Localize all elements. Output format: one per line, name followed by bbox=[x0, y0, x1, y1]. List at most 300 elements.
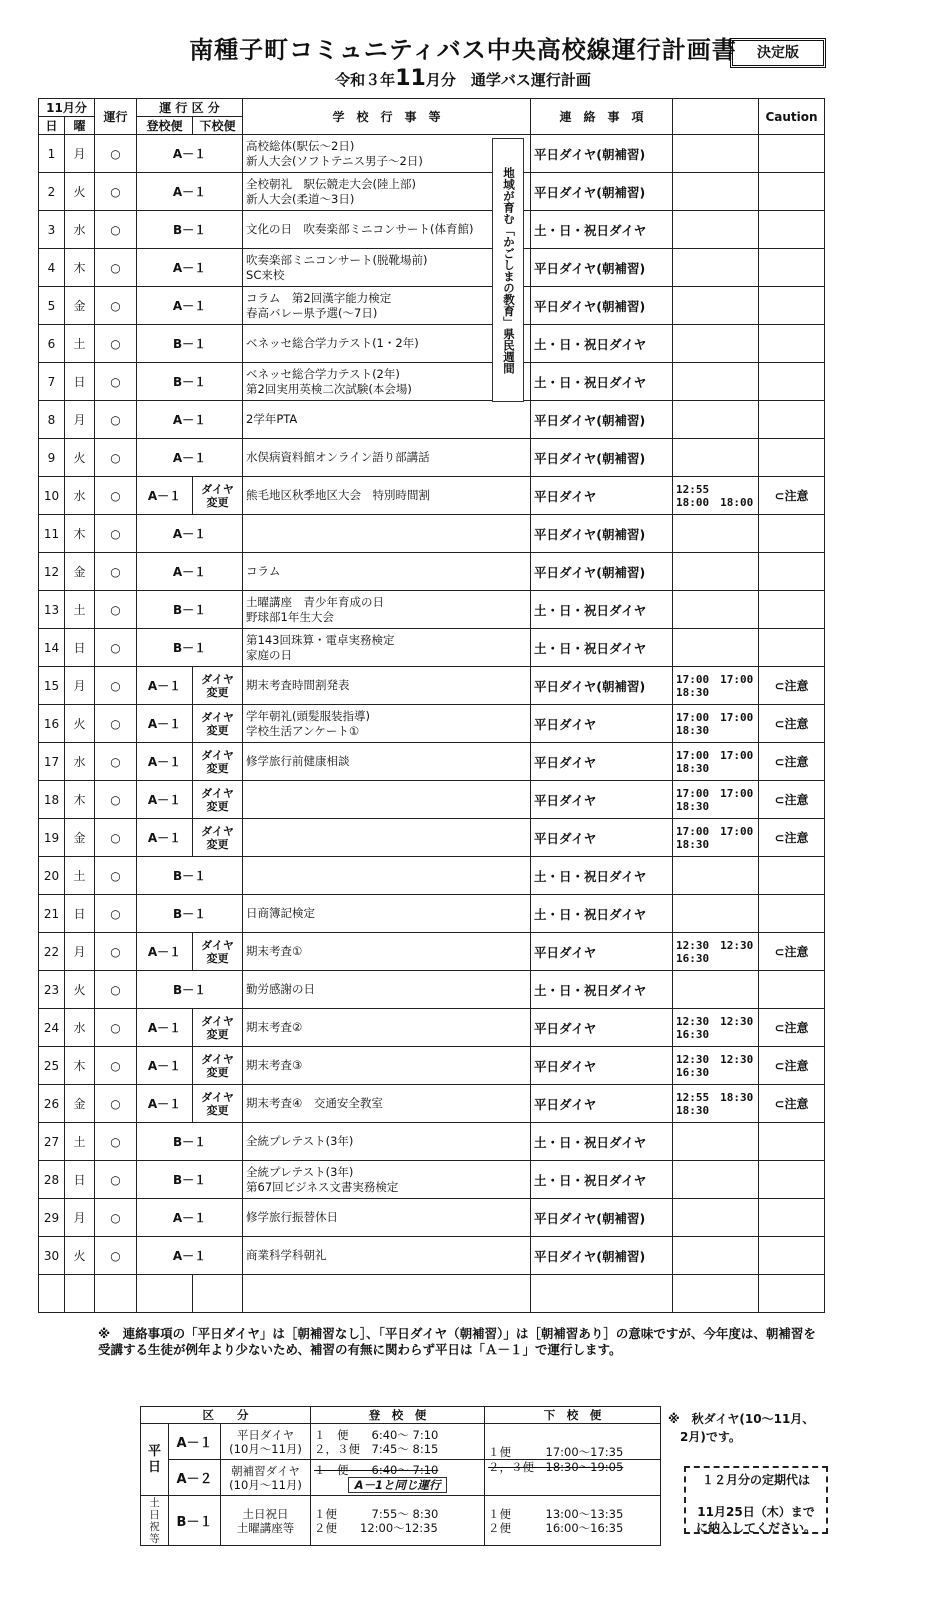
time-cell: 17:00 17:00 18:30 bbox=[673, 705, 759, 743]
contact-header: 連 絡 事 項 bbox=[531, 99, 673, 135]
time-header bbox=[673, 99, 759, 135]
day-cell: 10 bbox=[39, 477, 65, 515]
operation-cell: ○ bbox=[95, 287, 137, 325]
contact-cell: 平日ダイヤ(朝補習) bbox=[531, 667, 673, 705]
weekday-cell: 月 bbox=[65, 667, 95, 705]
event-cell: 期末考査時間割発表 bbox=[243, 667, 531, 705]
up-section-cell: A－１ bbox=[137, 743, 193, 781]
time-cell bbox=[673, 629, 759, 667]
table-row bbox=[39, 667, 825, 705]
legend-a1-up-2: ２，３便 7:45～ 8:15 bbox=[314, 1441, 439, 1456]
up-section-cell: A－１ bbox=[137, 667, 193, 705]
timetable-change-cell: ダイヤ 変更 bbox=[193, 667, 243, 705]
table-row bbox=[39, 781, 825, 819]
day-cell: 20 bbox=[39, 857, 65, 895]
blank-cell bbox=[759, 1275, 825, 1313]
time-cell: 12:55 18:00 18:00 bbox=[673, 477, 759, 515]
blank-cell bbox=[95, 1275, 137, 1313]
caution-cell bbox=[759, 211, 825, 249]
time-cell bbox=[673, 1199, 759, 1237]
contact-cell: 土・日・祝日ダイヤ bbox=[531, 591, 673, 629]
subtitle-prefix: 令和３年 bbox=[335, 71, 396, 89]
caution-cell bbox=[759, 135, 825, 173]
day-cell: 6 bbox=[39, 325, 65, 363]
caution-cell bbox=[759, 591, 825, 629]
event-cell: 期末考査③ bbox=[243, 1047, 531, 1085]
section-cell: A－１ bbox=[137, 287, 243, 325]
timetable-change-cell: ダイヤ 変更 bbox=[193, 477, 243, 515]
time-cell bbox=[673, 515, 759, 553]
day-cell: 11 bbox=[39, 515, 65, 553]
blank-cell bbox=[673, 1275, 759, 1313]
event-cell: 土曜講座 青少年育成の日 野球部1年生大会 bbox=[243, 591, 531, 629]
contact-cell: 土・日・祝日ダイヤ bbox=[531, 857, 673, 895]
caution-cell: ⊂注意 bbox=[759, 1085, 825, 1123]
time-cell bbox=[673, 401, 759, 439]
weekday-cell: 金 bbox=[65, 553, 95, 591]
caution-cell bbox=[759, 1123, 825, 1161]
event-cell bbox=[243, 819, 531, 857]
day-cell: 17 bbox=[39, 743, 65, 781]
day-cell: 2 bbox=[39, 173, 65, 211]
contact-cell: 平日ダイヤ(朝補習) bbox=[531, 553, 673, 591]
table-row bbox=[39, 857, 825, 895]
caution-cell bbox=[759, 1161, 825, 1199]
contact-cell: 平日ダイヤ(朝補習) bbox=[531, 287, 673, 325]
autumn-timetable-note: ※ 秋ダイヤ(10～11月、 2月)です。 bbox=[668, 1412, 815, 1444]
caution-cell bbox=[759, 1237, 825, 1275]
day-cell: 29 bbox=[39, 1199, 65, 1237]
day-cell: 8 bbox=[39, 401, 65, 439]
day-cell: 9 bbox=[39, 439, 65, 477]
blank-cell bbox=[243, 1275, 531, 1313]
operation-cell: ○ bbox=[95, 363, 137, 401]
legend-a1: A－１ bbox=[169, 1424, 221, 1460]
caution-cell bbox=[759, 895, 825, 933]
contact-cell: 平日ダイヤ bbox=[531, 819, 673, 857]
up-section-cell: A－１ bbox=[137, 781, 193, 819]
event-cell: 学年朝礼(頭髪服装指導) 学校生活アンケート① bbox=[243, 705, 531, 743]
day-header: 日 bbox=[39, 117, 65, 135]
weekday-cell: 火 bbox=[65, 971, 95, 1009]
timetable-change-cell: ダイヤ 変更 bbox=[193, 1009, 243, 1047]
legend-b1-up-2: ２便 12:00～12:35 bbox=[314, 1520, 438, 1535]
time-cell: 12:55 18:30 18:30 bbox=[673, 1085, 759, 1123]
contact-cell: 土・日・祝日ダイヤ bbox=[531, 895, 673, 933]
section-cell: B－１ bbox=[137, 895, 243, 933]
operation-cell: ○ bbox=[95, 553, 137, 591]
legend-a2-up bbox=[311, 1460, 485, 1496]
weekday-cell: 火 bbox=[65, 173, 95, 211]
commuter-pass-notice: １２月分の定期代は 11月25日（木）まで に納入してください。 bbox=[684, 1466, 828, 1534]
operation-cell: ○ bbox=[95, 135, 137, 173]
caution-cell: ⊂注意 bbox=[759, 667, 825, 705]
table-row bbox=[39, 553, 825, 591]
time-cell bbox=[673, 1237, 759, 1275]
time-cell bbox=[673, 325, 759, 363]
table-row bbox=[39, 477, 825, 515]
event-cell bbox=[243, 515, 531, 553]
weekday-cell: 月 bbox=[65, 135, 95, 173]
contact-cell: 平日ダイヤ(朝補習) bbox=[531, 135, 673, 173]
event-cell: 水俣病資料館オンライン語り部講話 bbox=[243, 439, 531, 477]
legend-a1-up bbox=[311, 1424, 485, 1460]
time-cell bbox=[673, 439, 759, 477]
table-row bbox=[39, 287, 825, 325]
contact-cell: 土・日・祝日ダイヤ bbox=[531, 629, 673, 667]
timetable-change-cell: ダイヤ 変更 bbox=[193, 819, 243, 857]
operation-header: 運行 bbox=[95, 99, 137, 135]
operation-cell: ○ bbox=[95, 933, 137, 971]
contact-cell: 平日ダイヤ bbox=[531, 933, 673, 971]
weekday-cell: 日 bbox=[65, 363, 95, 401]
caution-cell bbox=[759, 857, 825, 895]
table-row bbox=[39, 895, 825, 933]
operation-cell: ○ bbox=[95, 1085, 137, 1123]
operation-cell: ○ bbox=[95, 401, 137, 439]
time-cell bbox=[673, 1123, 759, 1161]
weekday-cell: 月 bbox=[65, 401, 95, 439]
contact-cell: 平日ダイヤ bbox=[531, 1009, 673, 1047]
event-cell: ベネッセ総合学力テスト(1・2年) bbox=[243, 325, 531, 363]
legend-a2-desc: 朝補習ダイヤ (10月～11月) bbox=[221, 1460, 311, 1496]
section-cell: B－１ bbox=[137, 1161, 243, 1199]
subtitle-suffix: 月分 通学バス運行計画 bbox=[425, 71, 591, 89]
event-cell: 全校朝礼 駅伝競走大会(陸上部) 新人大会(柔道～3日) bbox=[243, 173, 531, 211]
day-cell: 7 bbox=[39, 363, 65, 401]
weekday-cell: 土 bbox=[65, 591, 95, 629]
weekday-cell: 日 bbox=[65, 629, 95, 667]
operation-cell: ○ bbox=[95, 249, 137, 287]
up-section-cell: A－１ bbox=[137, 477, 193, 515]
table-row bbox=[39, 971, 825, 1009]
weekday-cell: 水 bbox=[65, 211, 95, 249]
day-cell: 15 bbox=[39, 667, 65, 705]
table-row bbox=[39, 819, 825, 857]
day-cell: 14 bbox=[39, 629, 65, 667]
section-cell: A－１ bbox=[137, 515, 243, 553]
operation-cell: ○ bbox=[95, 1123, 137, 1161]
weekday-cell: 土 bbox=[65, 857, 95, 895]
caution-cell: ⊂注意 bbox=[759, 1009, 825, 1047]
legend-b1-down-1: １便 13:00～13:35 bbox=[488, 1506, 624, 1521]
table-row bbox=[39, 1199, 825, 1237]
legend-b1-down bbox=[485, 1496, 661, 1546]
time-cell bbox=[673, 249, 759, 287]
section-cell: B－１ bbox=[137, 857, 243, 895]
event-cell: 期末考査② bbox=[243, 1009, 531, 1047]
weekday-cell: 月 bbox=[65, 933, 95, 971]
day-cell: 19 bbox=[39, 819, 65, 857]
time-cell: 17:00 17:00 18:30 bbox=[673, 781, 759, 819]
weekday-cell: 水 bbox=[65, 477, 95, 515]
legend-holiday-label: 土 日 祝 等 bbox=[141, 1496, 169, 1546]
contact-cell: 平日ダイヤ bbox=[531, 705, 673, 743]
weekday-cell: 土 bbox=[65, 1123, 95, 1161]
time-cell bbox=[673, 363, 759, 401]
up-section-cell: A－１ bbox=[137, 819, 193, 857]
time-cell bbox=[673, 553, 759, 591]
weekday-cell: 金 bbox=[65, 1085, 95, 1123]
contact-cell: 平日ダイヤ(朝補習) bbox=[531, 1237, 673, 1275]
caution-cell: ⊂注意 bbox=[759, 933, 825, 971]
table-row bbox=[39, 1123, 825, 1161]
section-cell: B－１ bbox=[137, 1123, 243, 1161]
day-cell: 30 bbox=[39, 1237, 65, 1275]
blank-cell bbox=[39, 1275, 65, 1313]
timetable-change-cell: ダイヤ 変更 bbox=[193, 743, 243, 781]
table-row bbox=[39, 211, 825, 249]
operation-cell: ○ bbox=[95, 591, 137, 629]
section-cell: B－１ bbox=[137, 325, 243, 363]
legend-a2: A－２ bbox=[169, 1460, 221, 1496]
section-cell: A－１ bbox=[137, 553, 243, 591]
up-section-cell: A－１ bbox=[137, 1085, 193, 1123]
event-cell bbox=[243, 857, 531, 895]
up-section-cell: A－１ bbox=[137, 705, 193, 743]
legend-down-header: 下 校 便 bbox=[485, 1407, 661, 1424]
schedule-rows bbox=[39, 135, 825, 1313]
legend-up-header: 登 校 便 bbox=[311, 1407, 485, 1424]
weekday-cell: 金 bbox=[65, 819, 95, 857]
blank-cell bbox=[137, 1275, 193, 1313]
section-cell: B－１ bbox=[137, 629, 243, 667]
contact-cell: 平日ダイヤ(朝補習) bbox=[531, 249, 673, 287]
subtitle-month: 11 bbox=[395, 66, 426, 91]
event-cell: 勤労感謝の日 bbox=[243, 971, 531, 1009]
event-cell: 全統プレテスト(3年) bbox=[243, 1123, 531, 1161]
caution-cell bbox=[759, 439, 825, 477]
section-cell: A－１ bbox=[137, 1199, 243, 1237]
day-cell: 1 bbox=[39, 135, 65, 173]
operation-cell: ○ bbox=[95, 971, 137, 1009]
blank-cell bbox=[531, 1275, 673, 1313]
operation-cell: ○ bbox=[95, 743, 137, 781]
table-row bbox=[39, 401, 825, 439]
section-cell: A－１ bbox=[137, 401, 243, 439]
weekday-cell: 土 bbox=[65, 325, 95, 363]
time-cell bbox=[673, 1161, 759, 1199]
time-cell bbox=[673, 895, 759, 933]
weekday-cell: 木 bbox=[65, 515, 95, 553]
operation-cell: ○ bbox=[95, 857, 137, 895]
weekday-cell: 水 bbox=[65, 1009, 95, 1047]
day-cell: 3 bbox=[39, 211, 65, 249]
contact-cell: 土・日・祝日ダイヤ bbox=[531, 1123, 673, 1161]
event-cell: コラム 第2回漢字能力検定 春高バレー県予選(～7日) bbox=[243, 287, 531, 325]
day-cell: 13 bbox=[39, 591, 65, 629]
legend-b1-desc: 土日祝日 土曜講座等 bbox=[221, 1496, 311, 1546]
event-cell: 修学旅行振替休日 bbox=[243, 1199, 531, 1237]
operation-cell: ○ bbox=[95, 515, 137, 553]
footnote: ※ 連絡事項の「平日ダイヤ」は［朝補習なし］、「平日ダイヤ（朝補習）」は［朝補習あり］の意味ですが、今年度は、朝補習を受講する生徒が例年より少ないため、補習の有無に関わらず平日は「Ａ－１」で運行します。 bbox=[98, 1326, 816, 1357]
table-row bbox=[39, 515, 825, 553]
operation-cell: ○ bbox=[95, 1199, 137, 1237]
event-cell: 高校総体(駅伝～2日) 新人大会(ソフトテニス男子～2日) bbox=[243, 135, 531, 173]
table-row bbox=[39, 363, 825, 401]
section-cell: A－１ bbox=[137, 1237, 243, 1275]
time-cell bbox=[673, 857, 759, 895]
timetable-change-cell: ダイヤ 変更 bbox=[193, 1047, 243, 1085]
contact-cell: 平日ダイヤ bbox=[531, 743, 673, 781]
event-cell: 期末考査④ 交通安全教室 bbox=[243, 1085, 531, 1123]
day-cell: 18 bbox=[39, 781, 65, 819]
time-cell bbox=[673, 591, 759, 629]
caution-header: Caution bbox=[759, 99, 825, 135]
time-cell bbox=[673, 971, 759, 1009]
day-cell: 23 bbox=[39, 971, 65, 1009]
table-row bbox=[39, 933, 825, 971]
operation-cell: ○ bbox=[95, 325, 137, 363]
legend-weekday-label: 平 日 bbox=[141, 1424, 169, 1496]
weekday-cell: 木 bbox=[65, 1047, 95, 1085]
day-cell: 27 bbox=[39, 1123, 65, 1161]
contact-cell: 土・日・祝日ダイヤ bbox=[531, 363, 673, 401]
weekday-cell: 木 bbox=[65, 781, 95, 819]
caution-cell bbox=[759, 325, 825, 363]
legend-b1-up bbox=[311, 1496, 485, 1546]
weekday-cell: 日 bbox=[65, 1161, 95, 1199]
section-cell: B－１ bbox=[137, 211, 243, 249]
contact-cell: 土・日・祝日ダイヤ bbox=[531, 325, 673, 363]
time-cell: 17:00 17:00 18:30 bbox=[673, 819, 759, 857]
event-cell: 吹奏楽部ミニコンサート(脱靴場前) SC来校 bbox=[243, 249, 531, 287]
event-cell: 文化の日 吹奏楽部ミニコンサート(体育館) bbox=[243, 211, 531, 249]
blank-cell bbox=[193, 1275, 243, 1313]
operation-cell: ○ bbox=[95, 1009, 137, 1047]
table-row bbox=[39, 1009, 825, 1047]
month-header: 11月分 bbox=[39, 99, 95, 117]
caution-cell: ⊂注意 bbox=[759, 743, 825, 781]
caution-cell bbox=[759, 401, 825, 439]
event-cell: 熊毛地区秋季地区大会 特別時間割 bbox=[243, 477, 531, 515]
down-header: 下校便 bbox=[193, 117, 243, 135]
table-row bbox=[39, 629, 825, 667]
time-cell bbox=[673, 211, 759, 249]
legend-a1-down: １便 17:00～17:35 bbox=[485, 1424, 661, 1460]
time-cell: 12:30 12:30 16:30 bbox=[673, 933, 759, 971]
day-cell: 12 bbox=[39, 553, 65, 591]
time-cell: 12:30 12:30 16:30 bbox=[673, 1009, 759, 1047]
event-cell: 修学旅行前健康相談 bbox=[243, 743, 531, 781]
section-cell: A－１ bbox=[137, 439, 243, 477]
caution-cell: ⊂注意 bbox=[759, 819, 825, 857]
legend-section-header: 区 分 bbox=[141, 1407, 311, 1424]
table-row bbox=[39, 439, 825, 477]
caution-cell bbox=[759, 287, 825, 325]
table-row bbox=[39, 173, 825, 211]
caution-cell bbox=[759, 629, 825, 667]
operation-cell: ○ bbox=[95, 477, 137, 515]
event-cell bbox=[243, 781, 531, 819]
table-row bbox=[39, 1085, 825, 1123]
legend-b1-up-1: １便 7:55～ 8:30 bbox=[314, 1506, 439, 1521]
contact-cell: 平日ダイヤ(朝補習) bbox=[531, 439, 673, 477]
weekday-cell: 月 bbox=[65, 1199, 95, 1237]
caution-cell: ⊂注意 bbox=[759, 477, 825, 515]
legend-a1-desc: 平日ダイヤ (10月～11月) bbox=[221, 1424, 311, 1460]
legend-a2-up-struck: １ 便 6:40～ 7:10 bbox=[314, 1462, 439, 1477]
up-section-cell: A－１ bbox=[137, 1009, 193, 1047]
event-cell: 日商簿記検定 bbox=[243, 895, 531, 933]
event-cell: 商業科学科朝礼 bbox=[243, 1237, 531, 1275]
time-cell bbox=[673, 135, 759, 173]
legend-a2-down: ２，３便 18:30～19:05 bbox=[485, 1460, 661, 1496]
event-cell: ベネッセ総合学力テスト(2年) 第2回実用英検二次試験(本会場) bbox=[243, 363, 531, 401]
time-cell bbox=[673, 287, 759, 325]
table-row bbox=[39, 325, 825, 363]
day-cell: 21 bbox=[39, 895, 65, 933]
caution-cell: ⊂注意 bbox=[759, 1047, 825, 1085]
operation-cell: ○ bbox=[95, 1161, 137, 1199]
blank-cell bbox=[65, 1275, 95, 1313]
weekday-cell: 木 bbox=[65, 249, 95, 287]
caution-cell: ⊂注意 bbox=[759, 705, 825, 743]
final-version-badge: 決定版 bbox=[730, 38, 826, 68]
day-cell: 28 bbox=[39, 1161, 65, 1199]
weekday-header: 曜 bbox=[65, 117, 95, 135]
legend-table bbox=[140, 1406, 661, 1546]
caution-cell bbox=[759, 249, 825, 287]
caution-cell: ⊂注意 bbox=[759, 781, 825, 819]
section-cell: B－１ bbox=[137, 971, 243, 1009]
caution-cell bbox=[759, 515, 825, 553]
timetable-change-cell: ダイヤ 変更 bbox=[193, 933, 243, 971]
contact-cell: 平日ダイヤ bbox=[531, 1047, 673, 1085]
table-row bbox=[39, 1237, 825, 1275]
operation-cell: ○ bbox=[95, 667, 137, 705]
table-row bbox=[39, 591, 825, 629]
weekday-cell: 火 bbox=[65, 705, 95, 743]
document-title: 南種子町コミュニティバス中央高校線運行計画書 bbox=[189, 36, 737, 64]
weekday-cell: 日 bbox=[65, 895, 95, 933]
event-cell: 期末考査① bbox=[243, 933, 531, 971]
contact-cell: 平日ダイヤ(朝補習) bbox=[531, 173, 673, 211]
legend-a2-same-as-a1: A－1と同じ運行 bbox=[348, 1477, 448, 1493]
time-cell: 12:30 12:30 16:30 bbox=[673, 1047, 759, 1085]
day-cell: 24 bbox=[39, 1009, 65, 1047]
section-cell: B－１ bbox=[137, 591, 243, 629]
day-cell: 25 bbox=[39, 1047, 65, 1085]
legend-a1-up-1: １ 便 6:40～ 7:10 bbox=[314, 1427, 439, 1442]
legend-b1: B－１ bbox=[169, 1496, 221, 1546]
weekday-cell: 金 bbox=[65, 287, 95, 325]
section-cell: B－１ bbox=[137, 363, 243, 401]
weekday-cell: 火 bbox=[65, 439, 95, 477]
event-cell: コラム bbox=[243, 553, 531, 591]
time-cell: 17:00 17:00 18:30 bbox=[673, 667, 759, 705]
operation-cell: ○ bbox=[95, 173, 137, 211]
operation-cell: ○ bbox=[95, 705, 137, 743]
timetable-change-cell: ダイヤ 変更 bbox=[193, 781, 243, 819]
caution-cell bbox=[759, 971, 825, 1009]
contact-cell: 平日ダイヤ(朝補習) bbox=[531, 1199, 673, 1237]
contact-cell: 土・日・祝日ダイヤ bbox=[531, 971, 673, 1009]
operation-cell: ○ bbox=[95, 819, 137, 857]
day-cell: 22 bbox=[39, 933, 65, 971]
day-cell: 26 bbox=[39, 1085, 65, 1123]
day-cell: 16 bbox=[39, 705, 65, 743]
table-row bbox=[39, 743, 825, 781]
time-cell: 17:00 17:00 18:30 bbox=[673, 743, 759, 781]
document-subtitle bbox=[0, 66, 926, 91]
contact-cell: 平日ダイヤ bbox=[531, 781, 673, 819]
operation-cell: ○ bbox=[95, 1237, 137, 1275]
caution-cell bbox=[759, 1199, 825, 1237]
operation-cell: ○ bbox=[95, 1047, 137, 1085]
up-header: 登校便 bbox=[137, 117, 193, 135]
table-row bbox=[39, 1047, 825, 1085]
